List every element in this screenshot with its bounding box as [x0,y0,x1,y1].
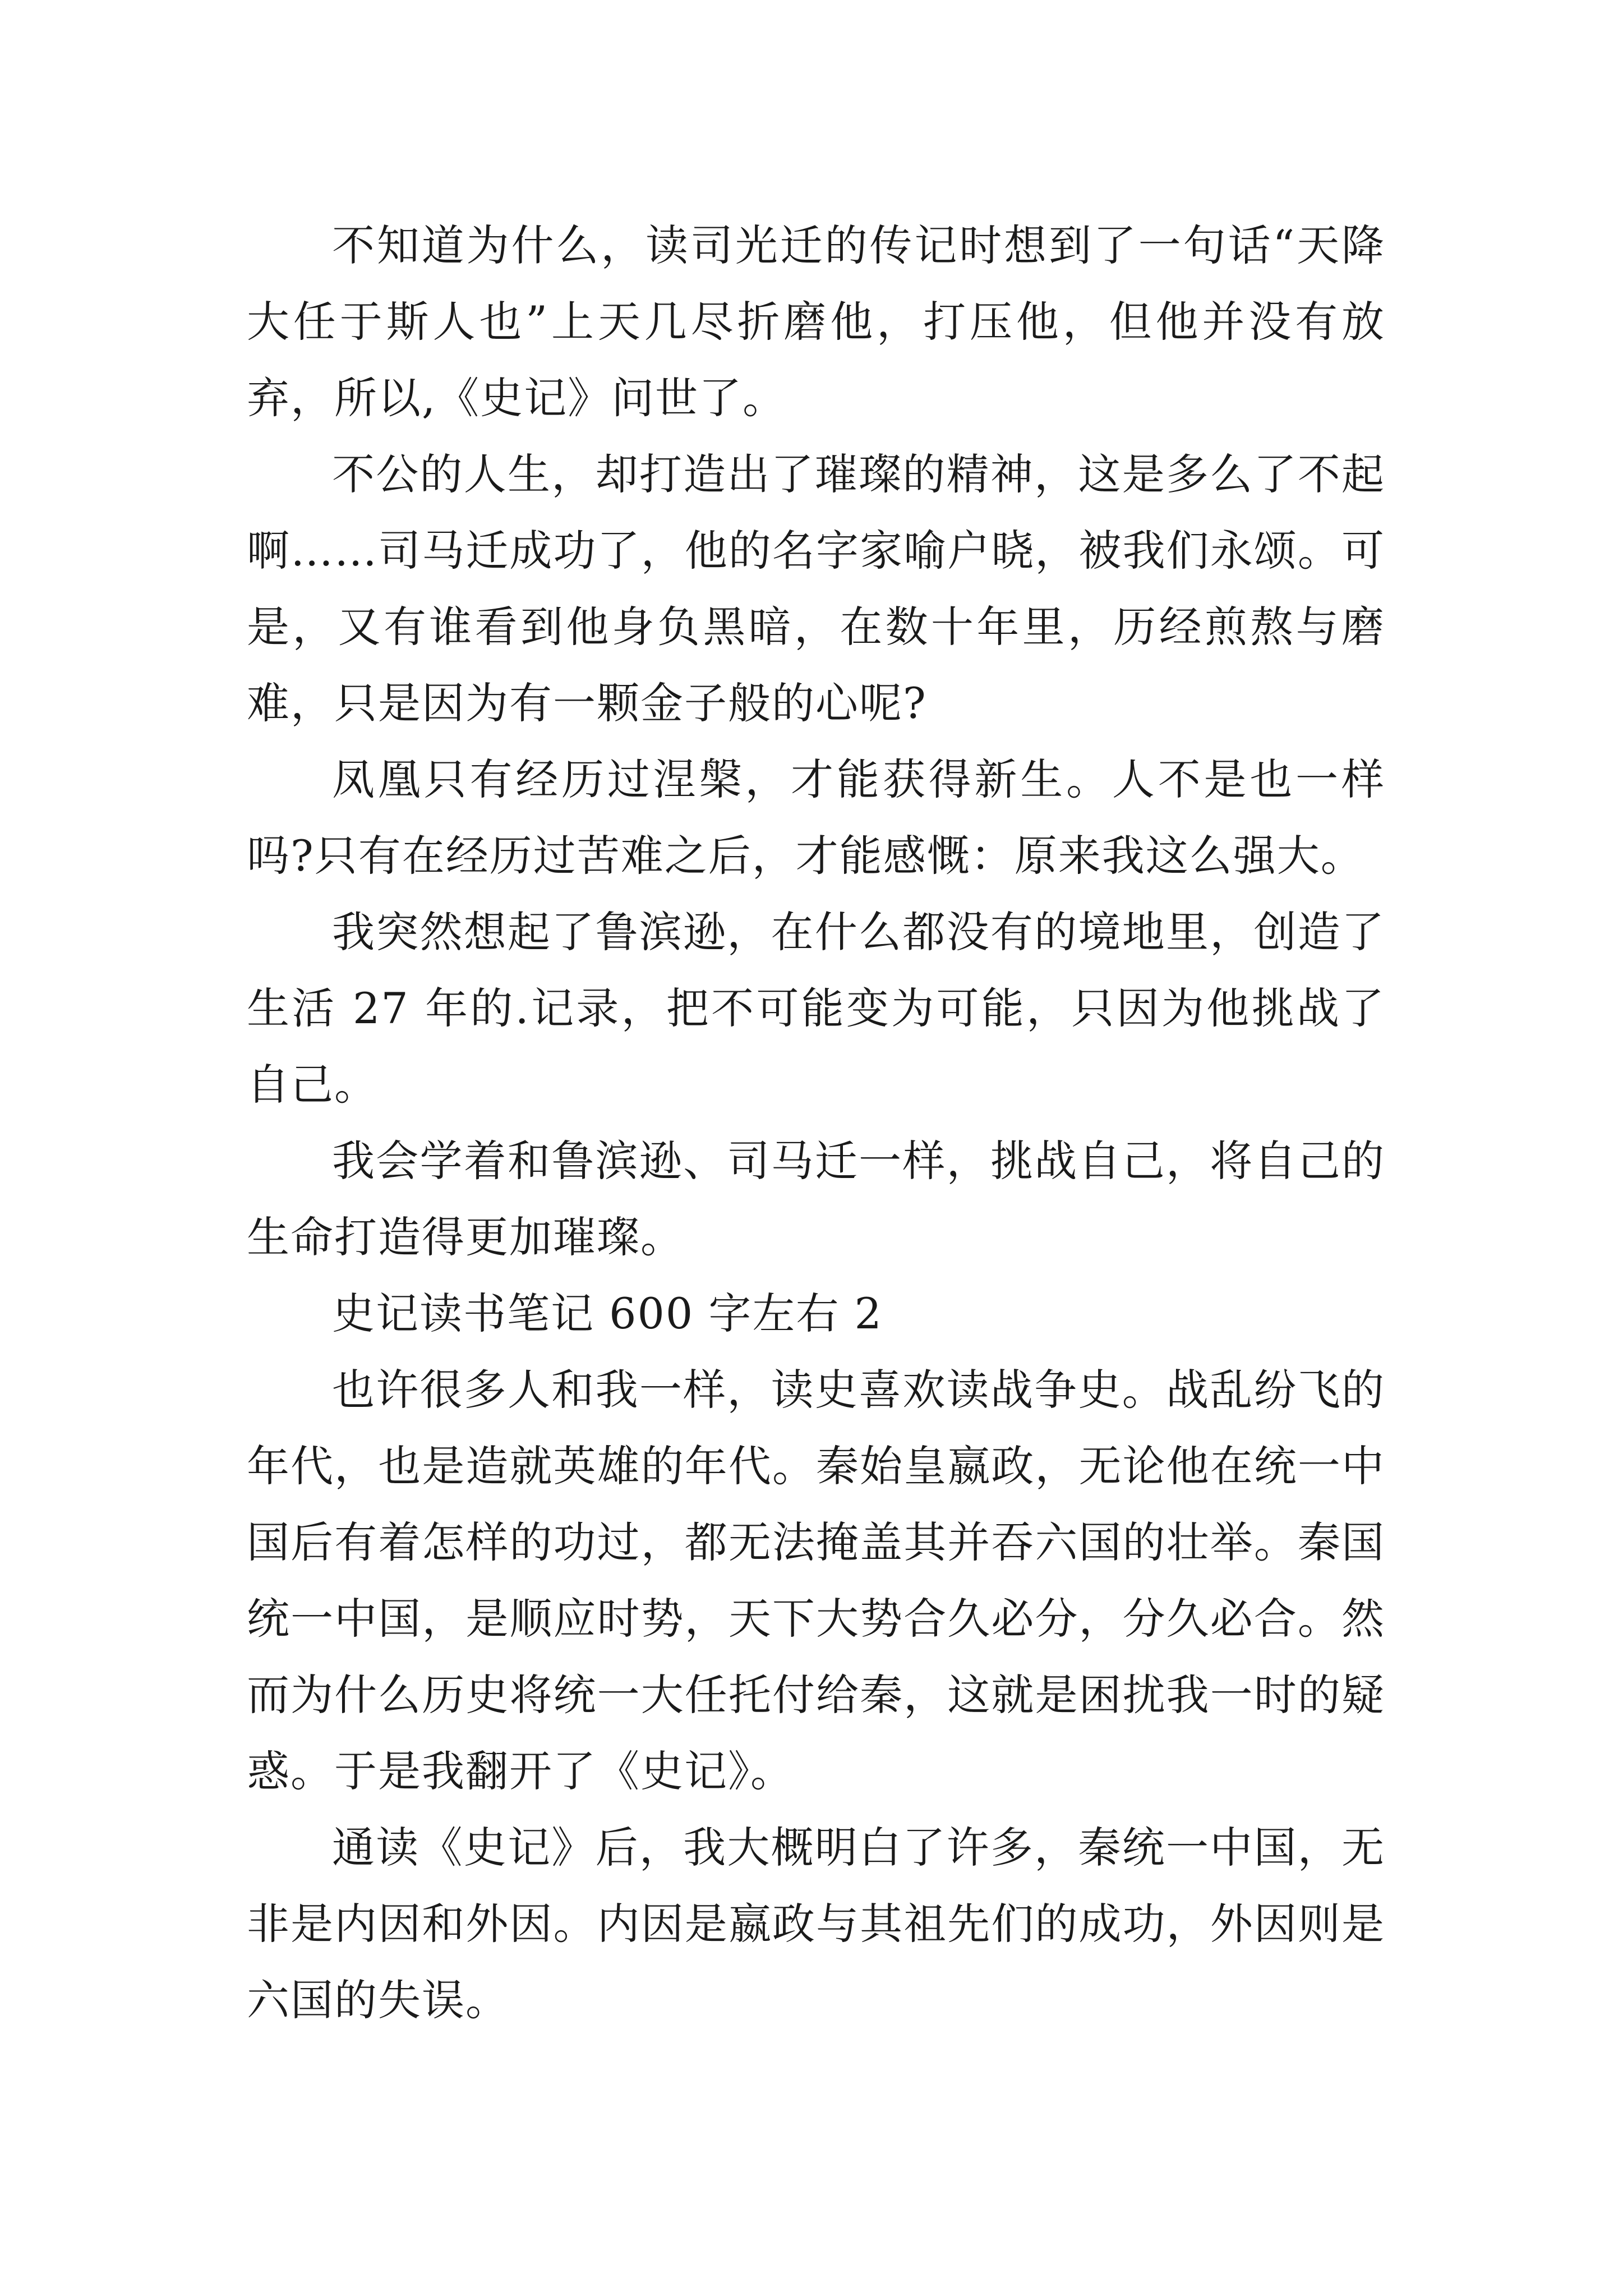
section-heading: 史记读书笔记 600 字左右 2 [332,1289,883,1338]
paragraph-7: 通读《史记》后，我大概明白了许多，秦统一中国，无非是内因和外因。内因是嬴政与其祖先们的成功，外因则是六国的失误。 [247,1823,1385,2025]
paragraph-3: 凤凰只有经历过涅槃，才能获得新生。人不是也一样吗?只有在经历过苦难之后，才能感慨：原来我这么强大。 [247,754,1385,881]
paragraph-6: 也许很多人和我一样，读史喜欢读战争史。战乱纷飞的年代，也是造就英雄的年代。秦始皇嬴政，无论他在统一中国后有着怎样的功过，都无法掩盖其并吞六国的壮举。秦国统一中国，是顺应时势，天下大势合久必分，分久必合。然而为什么历史将统一大任托付给秦，这就是困扰我一时的疑惑。于是我翻开了《史记》。 [247,1365,1385,1796]
paragraph-1: 不知道为什么，读司光迁的传记时想到了一句话“天降大任于斯人也”上天几尽折磨他，打压他，但他并没有放弃，所以,《史记》问世了。 [247,220,1385,423]
paragraph-5: 我会学着和鲁滨逊、司马迁一样，挑战自己，将自己的生命打造得更加璀璨。 [247,1136,1385,1262]
document-body [247,208,1385,2039]
paragraph-2: 不公的人生，却打造出了璀璨的精神，这是多么了不起啊……司马迁成功了，他的名字家喻户晓，被我们永颂。可是，又有谁看到他身负黑暗，在数十年里，历经煎熬与磨难，只是因为有一颗金子般的心呢? [247,449,1385,728]
paragraph-4: 我突然想起了鲁滨逊，在什么都没有的境地里，创造了生活 27 年的.记录，把不可能变为可能，只因为他挑战了自己。 [247,907,1385,1110]
